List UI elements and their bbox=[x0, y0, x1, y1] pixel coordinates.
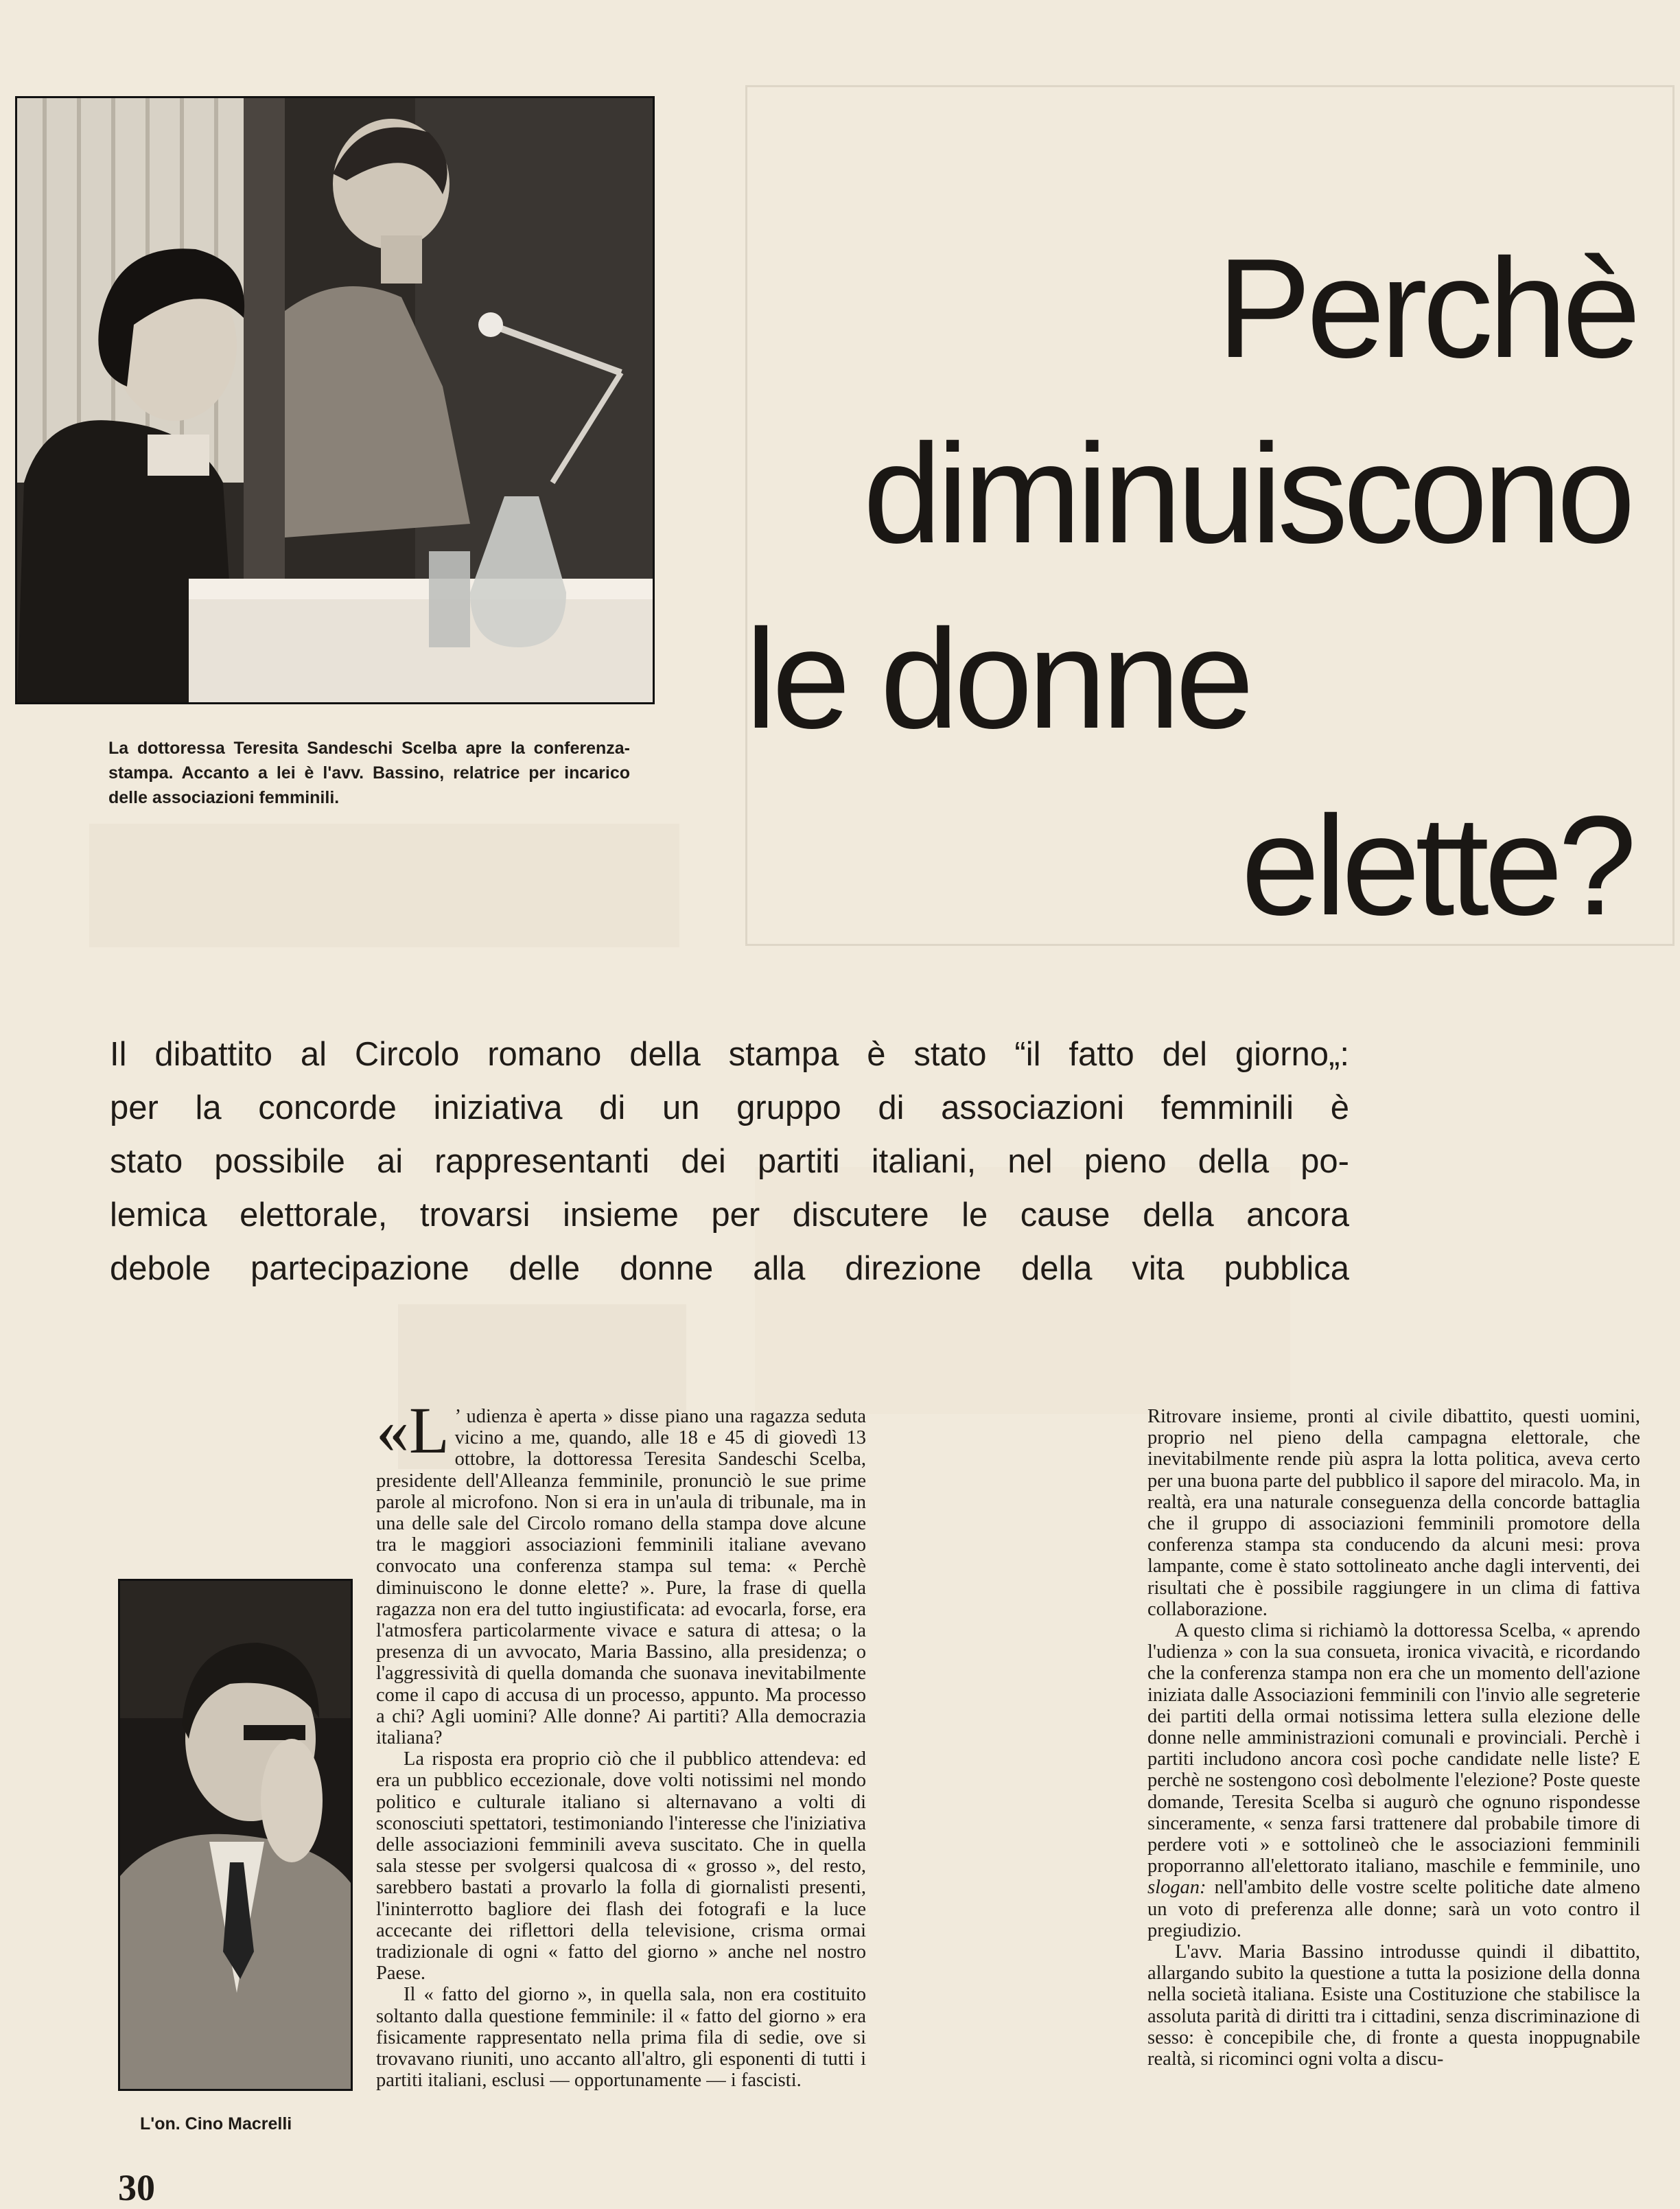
lead-line-2: per la concorde iniziativa di un gruppo di associazioni femminili è bbox=[110, 1089, 1349, 1126]
page-number: 30 bbox=[118, 2167, 155, 2208]
article-paragraph-3: Il « fatto del giorno », in quella sala, non era costituito soltanto dalla questione femminile: il « fatto del giorno » era fisicamente rappresentato nella prima fila di sedie, ove si trovavano riuniti, uno accanto all'altro, gli esponenti di tutti i partiti italiani, esclusi — opportunamente — i fascisti. bbox=[376, 1984, 866, 2092]
headline-line-1: Perchè bbox=[1217, 229, 1636, 387]
lead-line-5: debole partecipazione delle donne alla direzione della vita pubblica bbox=[110, 1250, 1349, 1287]
portrait-photo-image bbox=[120, 1581, 351, 2089]
lead-line-3: stato possibile ai rappresentanti dei partiti italiani, nel pieno della po- bbox=[110, 1143, 1349, 1180]
slogan-word: slogan: bbox=[1147, 1877, 1206, 1899]
portrait-photo-caption: L'on. Cino Macrelli bbox=[140, 2114, 292, 2133]
headline-line-2: diminuiscono bbox=[863, 415, 1631, 573]
article-paragraph-6: L'avv. Maria Bassino introdusse quindi il dibattito, allargando subito la questione a tutta la posizione della donna nella società italiana. Esiste una Costituzione che stabilisce la assoluta parità di diritti tra i cittadini, senza discriminazione di sesso: è concepibile che, di fronte a questa inoppugnabile realtà, si ricominci ogni volta a discu- bbox=[1147, 1941, 1640, 2070]
article-column-2 bbox=[1147, 1406, 1640, 2154]
article-paragraph-4: Ritrovare insieme, pronti al civile dibattito, questi uomini, proprio nel pieno della campagna elettorale, che inevitabilmente rende più aspra la lotta politica, aveva certo per una buona parte del pubblico il sapore del miracolo. Ma, in realtà, era una naturale conseguenza della concorde battaglia che il gruppo di associazioni femminili promotore della conferenza stampa sta conducendo da alcuni mesi: prova lampante, come è stato sottolineato anche dagli interventi, dei risultati che è possibile raggiungere in un clima di fattiva collaborazione. bbox=[1147, 1406, 1640, 1620]
article-paragraph-1: «L ’ udienza è aperta » disse piano una ragazza seduta vicino a me, quando, alle 18 e 45 di giovedì 13 ottobre, la dottoressa Teresita Sandeschi Scelba, presidente dell'Alleanza femminile, pronunciò le sue prime parole al microfono. Non si era in un'aula di tribunale, ma in una delle sale del Circolo romano della stampa dove alcune tra le maggiori associazioni femminili italiane avevano convocato una conferenza stampa sul tema: « Perchè diminuiscono le donne elette? ». Pure, la frase di quella ragazza non era del tutto ingiustificata: ad evocarla, forse, era l'atmosfera particolarmente vivace e satura di attesa; o la presenza di un avvocato, Maria Bassino, alla presidenza; o l'aggressività di quella domanda che suonava inevitabilmente come il capo di accusa di un processo, appunto. Ma processo a chi? Agli uomini? Alle donne? Ai partiti? Alla democrazia italiana? bbox=[376, 1393, 866, 1749]
conference-photo bbox=[15, 96, 655, 704]
headline-line-3: le donne bbox=[745, 600, 1250, 758]
article-paragraph-2: La risposta era proprio ciò che il pubblico attendeva: ed era un pubblico eccezionale, dove volti notissimi nel mondo politico e culturale italiano si alternavano a volti di sconosciuti spettatori, testimoniando l'interesse che l'iniziativa delle associazioni femminili aveva suscitato. Che in quella sala stesse per svolgersi qualcosa di « grosso », del resto, sarebbero bastati a provarlo la folla di giornalisti presenti, l'ininterrotto bagliore dei flash dei fotografi e la luce accecante dei riflettori della televisione, crisma ormai tradizionale di ogni « fatto del giorno » anche nel nostro Paese. bbox=[376, 1748, 866, 1985]
reverse-side-bleed bbox=[89, 824, 679, 947]
drop-cap: «L bbox=[376, 1393, 450, 1467]
portrait-photo bbox=[118, 1579, 353, 2091]
lead-line-1: Il dibattito al Circolo romano della stampa è stato “il fatto del giorno„: bbox=[110, 1036, 1349, 1073]
lead-line-4: lemica elettorale, trovarsi insieme per discutere le cause della ancora bbox=[110, 1196, 1349, 1234]
article-paragraph-5: A questo clima si richiamò la dottoressa Scelba, « aprendo l'udienza » con la sua consueta, ironica vivacità, e ricordando che la conferenza stampa non era che un momento dell'azione iniziata dalle Associazioni femminili con l'invio alle segreterie dei partiti della ormai notissima lettera sulla elezione delle donne nelle amministrazioni comunali e provinciali. Perchè i partiti includono ancora così poche candidate nelle liste? E perchè ne sostengono così debolmente l'elezione? Poste queste domande, Teresita Scelba si augurò che ognuno rispondesse sinceramente, « senza farsi trattenere dal probabile timore di perdere voti » e sottolineò che le associazioni femminili proporranno all'elettorato italiano, maschile e femminile, uno slogan: nell'ambito delle vostre scelte politiche date almeno un voto di preferenza alle donne; sarà un voto contro il pregiudizio. bbox=[1147, 1620, 1641, 1941]
conference-photo-caption: La dottoressa Teresita Sandeschi Scelba apre la conferenza-stampa. Accanto a lei è l'avv. Bassino, relatrice per incarico delle associazioni femminili. bbox=[108, 739, 630, 807]
conference-photo-image bbox=[17, 98, 653, 702]
article-column-1 bbox=[376, 1393, 866, 2154]
headline-line-4: elette? bbox=[1241, 787, 1632, 945]
